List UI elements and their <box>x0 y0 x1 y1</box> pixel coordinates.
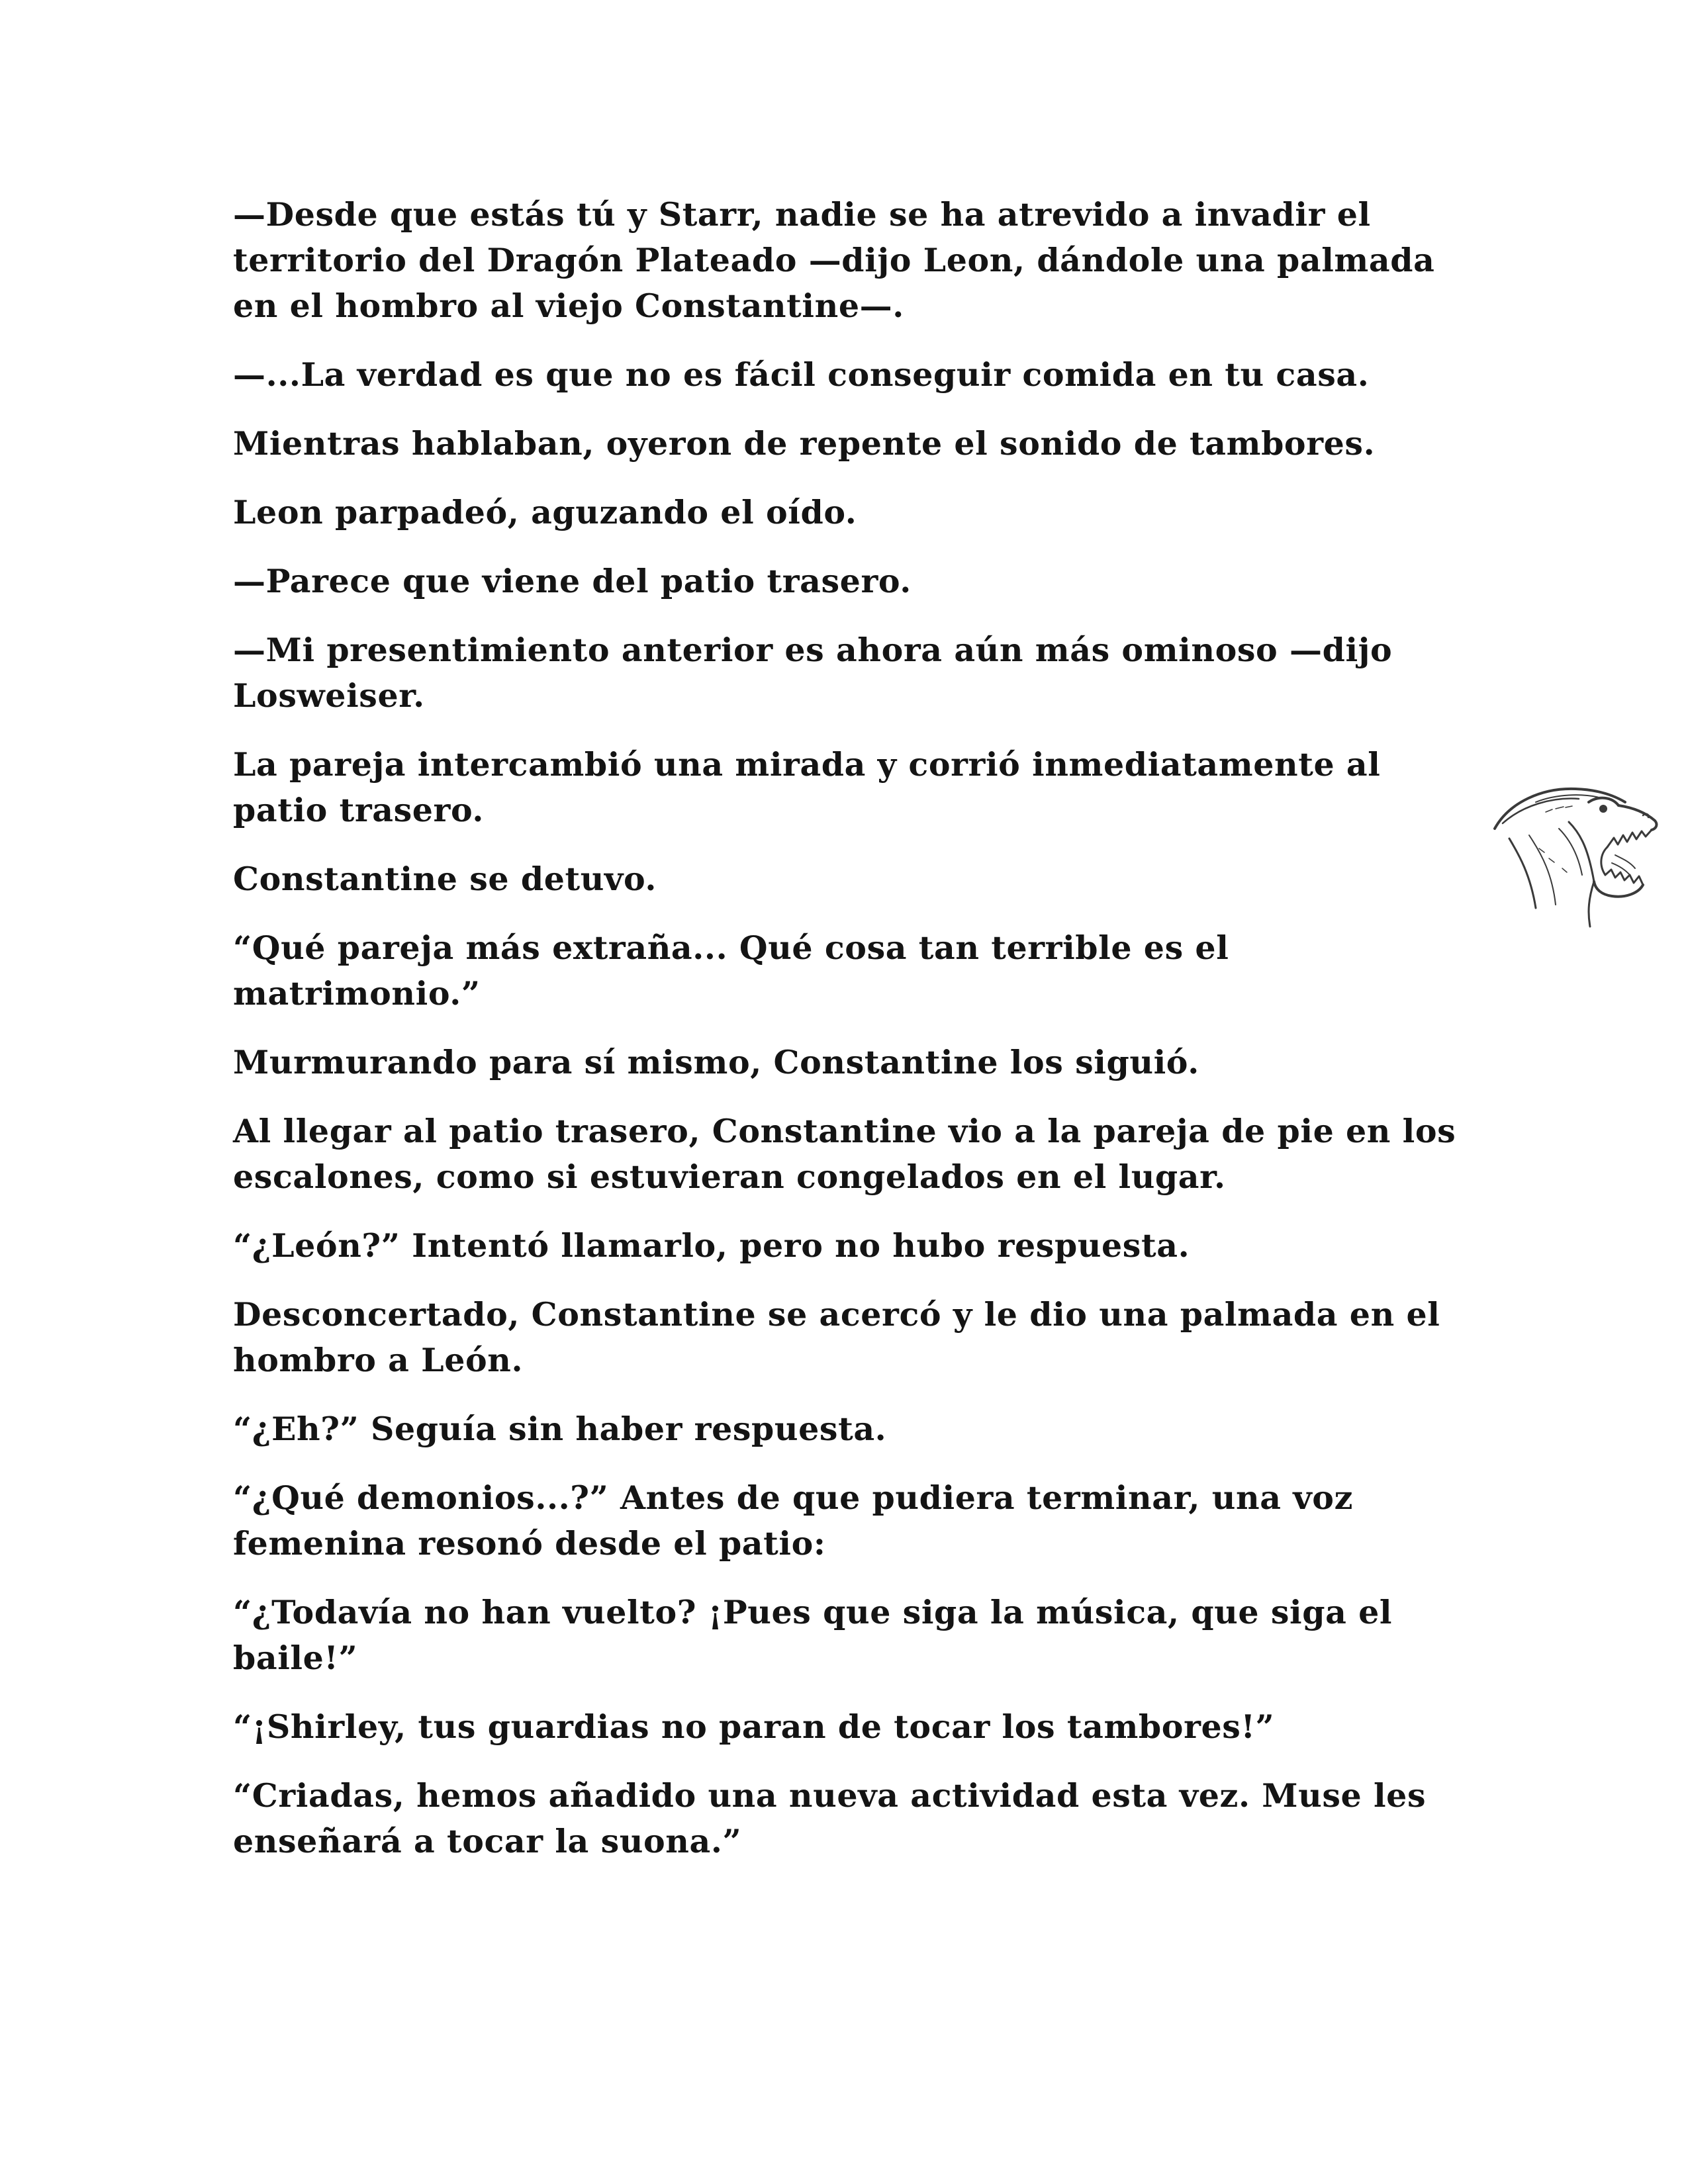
paragraph: “¿Todavía no han vuelto? ¡Pues que siga la música, que siga el baile!” <box>233 1593 1393 1677</box>
paragraph: “¿Qué demonios...?” Antes de que pudiera terminar, una voz femenina resonó desde el patio: <box>233 1479 1353 1563</box>
paragraph: Leon parpadeó, aguzando el oído. <box>233 493 857 531</box>
paragraph: “Criadas, hemos añadido una nueva actividad esta vez. Muse les enseñará a tocar la suona.” <box>233 1776 1427 1860</box>
paragraph: Constantine se detuvo. <box>233 860 657 898</box>
paragraph: —Parece que viene del patio trasero. <box>233 562 912 600</box>
paragraph: “Qué pareja más extraña... Qué cosa tan terrible es el matrimonio.” <box>233 929 1229 1013</box>
paragraph: Desconcertado, Constantine se acercó y le dio una palmada en el hombro a León. <box>233 1295 1440 1379</box>
paragraph: —Desde que estás tú y Starr, nadie se ha atrevido a invadir el territorio del Dragón Plateado —dijo Leon, dándole una palmada en el hombro al viejo Constantine—. <box>233 195 1435 325</box>
paragraph: Mientras hablaban, oyeron de repente el sonido de tambores. <box>233 424 1376 463</box>
paragraph: La pareja intercambió una mirada y corrió inmediatamente al patio trasero. <box>233 745 1381 829</box>
paragraph: “¿León?” Intentó llamarlo, pero no hubo respuesta. <box>233 1226 1190 1265</box>
paragraph: —...La verdad es que no es fácil conseguir comida en tu casa. <box>233 355 1370 394</box>
paragraph: —Mi presentimiento anterior es ahora aún más ominoso —dijo Losweiser. <box>233 631 1393 715</box>
dinosaur-head-sketch-icon <box>1489 776 1663 929</box>
paragraph: Murmurando para sí mismo, Constantine los siguió. <box>233 1043 1199 1081</box>
body-text <box>233 192 1458 1888</box>
paragraph: Al llegar al patio trasero, Constantine vio a la pareja de pie en los escalones, como si estuvieran congelados en el lugar. <box>233 1112 1456 1196</box>
paragraph: “¡Shirley, tus guardias no paran de tocar los tambores!” <box>233 1707 1275 1746</box>
paragraph: “¿Eh?” Seguía sin haber respuesta. <box>233 1410 887 1448</box>
